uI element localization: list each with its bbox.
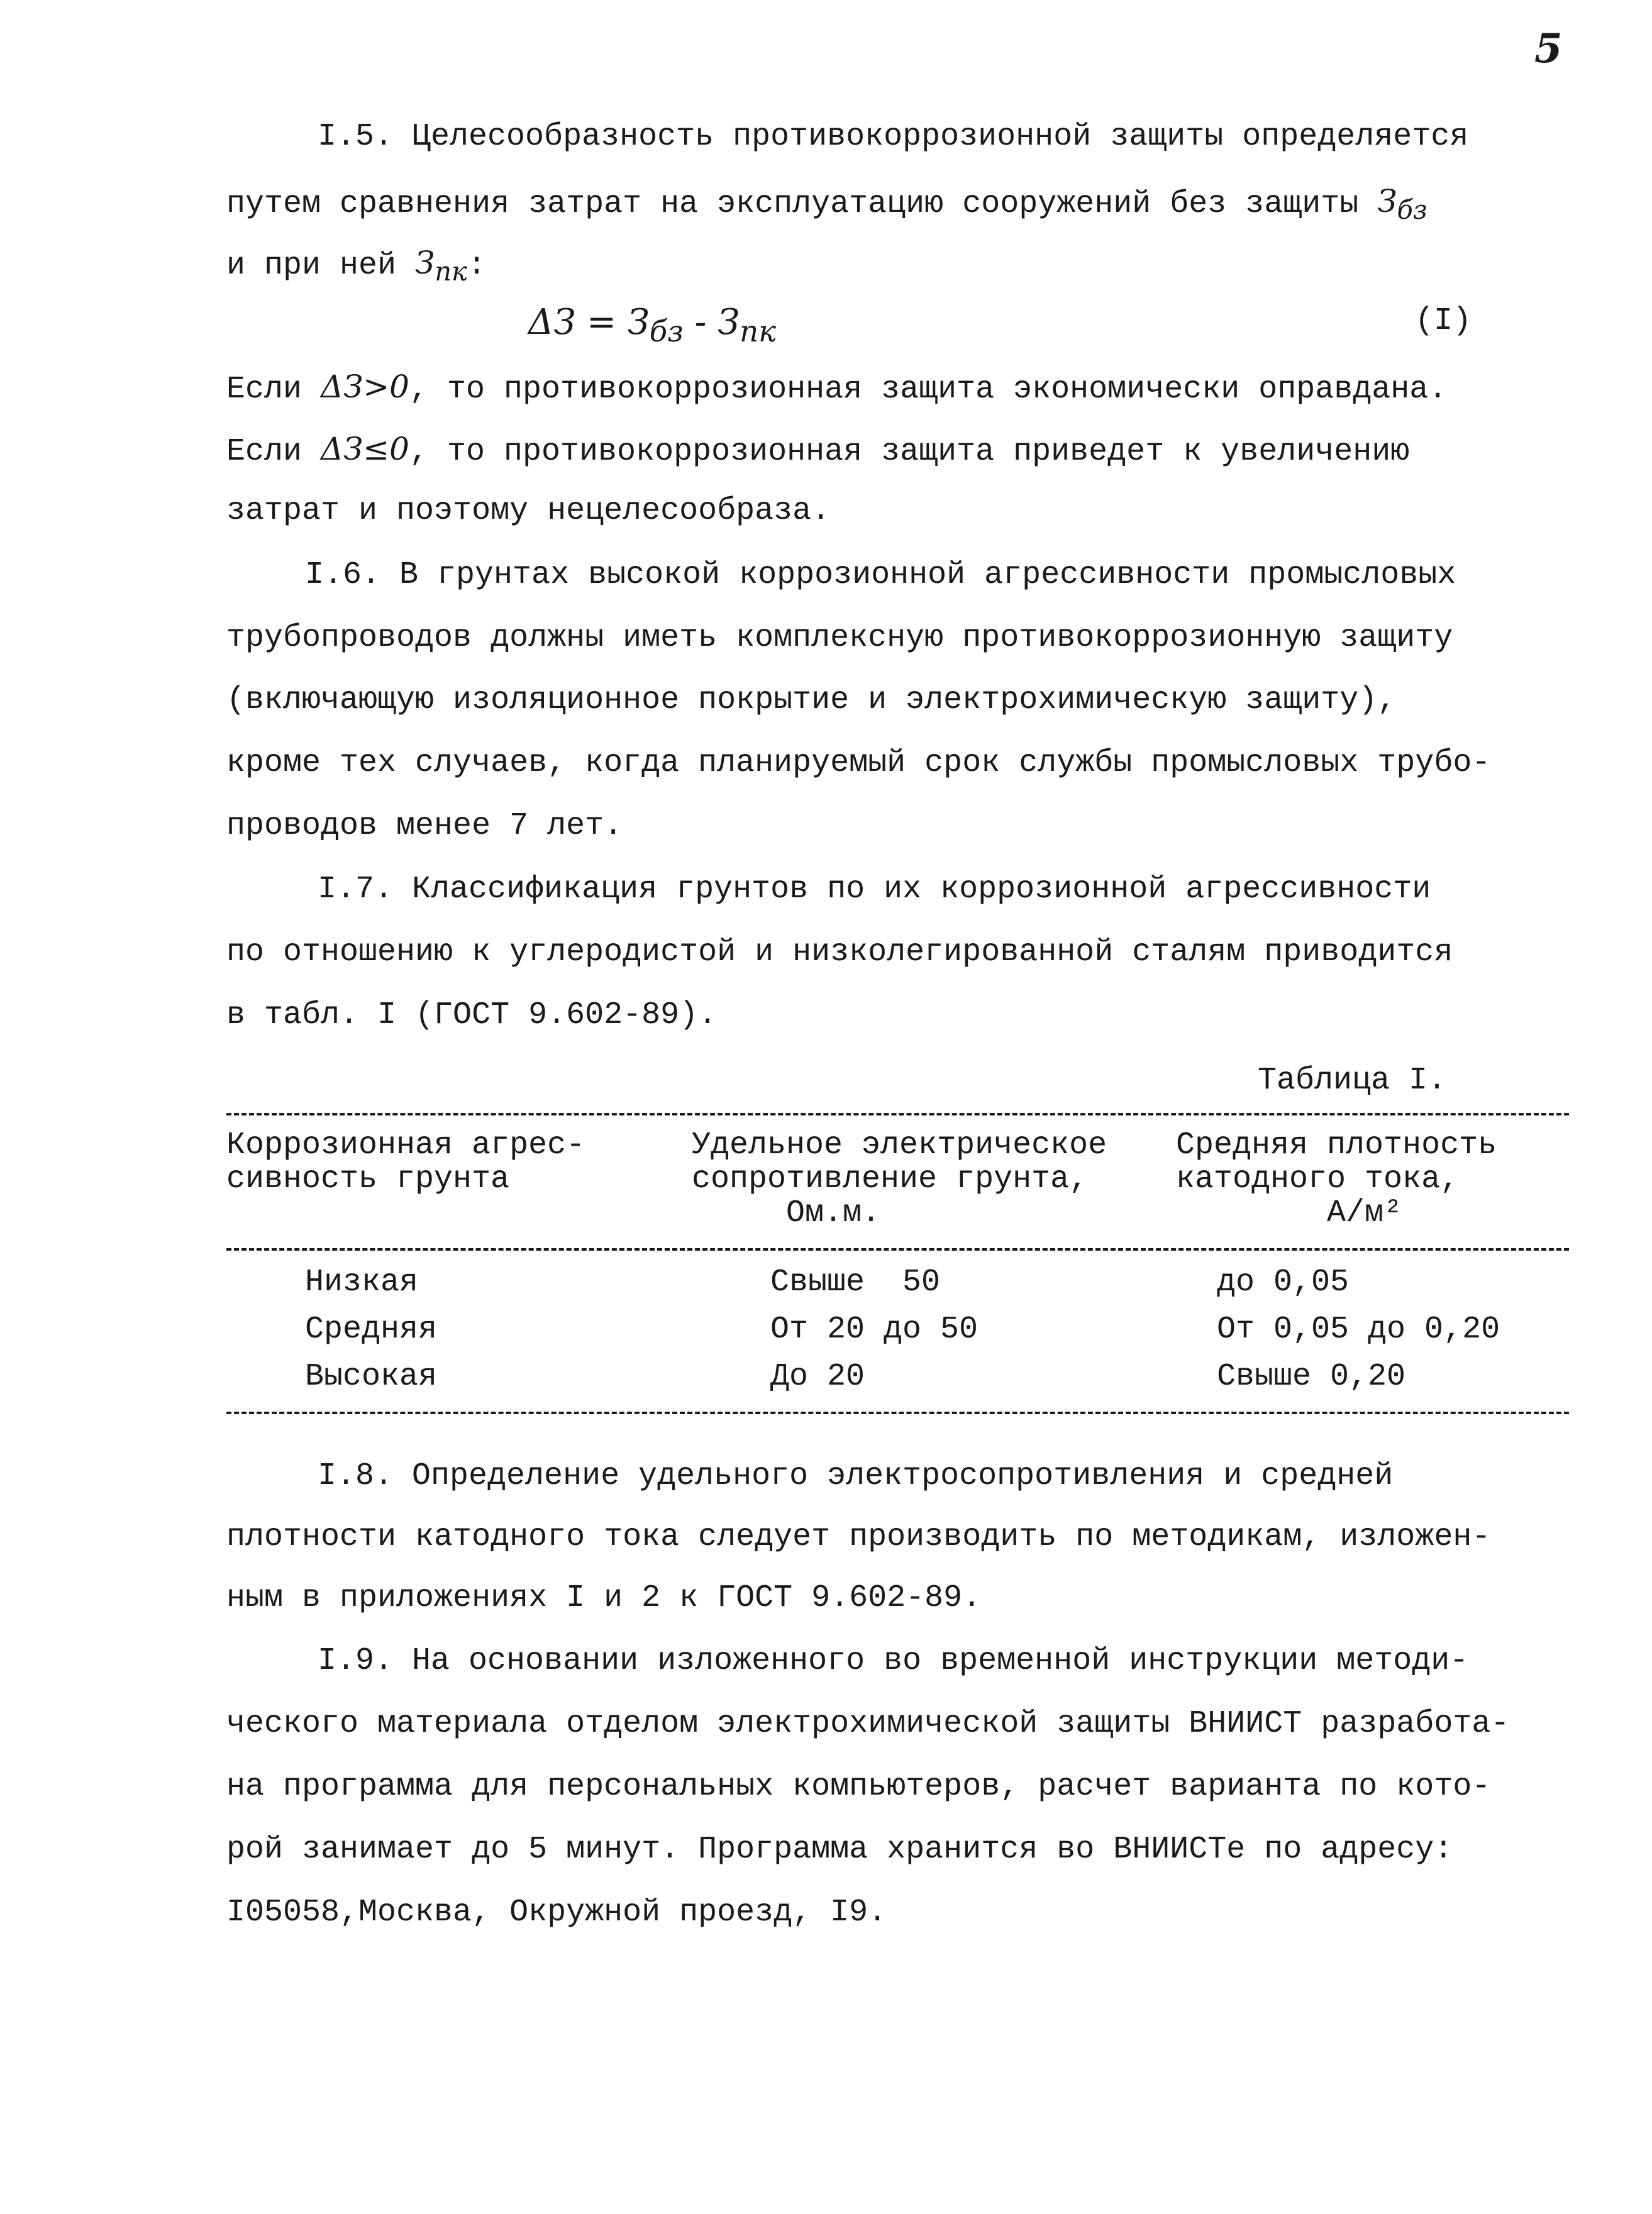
para-1-6-line-4: кроме тех случаев, когда планируемый срок службы промысловых трубо- bbox=[226, 745, 1491, 781]
table-header-current-density: Средняя плотность катодного тока, А/м² bbox=[1176, 1127, 1497, 1231]
para-1-6-line-2: трубопроводов должны иметь комплексную противокоррозионную защиту bbox=[226, 620, 1453, 656]
table-row-2-current-density: От 0,05 до 0,20 bbox=[1217, 1312, 1500, 1348]
table-row-3-current-density: Свыше 0,20 bbox=[1217, 1359, 1406, 1395]
table-row-1-aggressiveness: Низкая bbox=[305, 1265, 419, 1300]
para-1-5-line-1: I.5. Целесообразность противокоррозионной защиты определяется bbox=[318, 119, 1469, 155]
cost-with-protection-symbol: $З_{пк}$ bbox=[415, 245, 467, 287]
para-1-5-line-4: Если ΔЗ>0, то противокоррозионная защита экономически оправдана. bbox=[226, 368, 1448, 407]
table-bottom-rule bbox=[226, 1412, 1569, 1414]
table-row-3-aggressiveness: Высокая bbox=[305, 1359, 438, 1395]
para-1-9-line-5: I05058,Москва, Окружной проезд, I9. bbox=[226, 1895, 887, 1930]
para-1-5-line-3: и при ней $З_{пк}$: bbox=[226, 245, 486, 287]
table-row-2-resistivity: От 20 до 50 bbox=[770, 1312, 978, 1348]
table-row-1-current-density: до 0,05 bbox=[1217, 1265, 1350, 1300]
cost-without-protection-symbol: $З_{бз}$ bbox=[1377, 183, 1427, 225]
para-1-9-line-3: на программа для персональных компьютеров, расчет варианта по кото- bbox=[226, 1769, 1491, 1805]
table-top-rule bbox=[226, 1113, 1569, 1115]
para-1-8-line-3: ным в приложениях I и 2 к ГОСТ 9.602-89. bbox=[226, 1580, 982, 1616]
para-1-6-line-1: I.6. В грунтах высокой коррозионной агрессивности промысловых bbox=[305, 557, 1456, 593]
table-caption: Таблица I. bbox=[1258, 1063, 1447, 1099]
para-1-8-line-1: I.8. Определение удельного электросопротивления и средней bbox=[318, 1458, 1394, 1494]
para-1-6-line-5: проводов менее 7 лет. bbox=[226, 808, 623, 844]
para-1-7-line-2: по отношению к углеродистой и низколегированной сталям приводится bbox=[226, 934, 1453, 970]
table-row-1-resistivity: Свыше 50 bbox=[770, 1265, 941, 1300]
para-1-7-line-3: в табл. I (ГОСТ 9.602-89). bbox=[226, 997, 718, 1033]
para-1-5-line-5: Если ΔЗ≤0, то противокоррозионная защита приведет к увеличению bbox=[226, 431, 1410, 470]
para-1-6-line-3: (включающую изоляционное покрытие и электрохимическую защиту), bbox=[226, 682, 1397, 718]
table-header-resistivity: Удельное электрическое сопротивление грунта, Ом.м. bbox=[692, 1127, 1107, 1231]
para-1-7-line-1: I.7. Классификация грунтов по их коррозионной агрессивности bbox=[318, 872, 1431, 907]
formula-number: (I) bbox=[1415, 303, 1472, 339]
table-header-rule bbox=[226, 1248, 1569, 1251]
table-row-3-resistivity: До 20 bbox=[770, 1359, 865, 1395]
para-1-5-line-2: путем сравнения затрат на эксплуатацию сооружений без защиты $З_{бз}$ bbox=[226, 183, 1427, 225]
table-header-aggressiveness: Коррозионная агрес- сивность грунта bbox=[226, 1127, 585, 1197]
para-1-5-line-6: затрат и поэтому нецелесообраза. bbox=[226, 493, 831, 529]
page-number: 5 bbox=[1534, 25, 1563, 72]
para-1-8-line-2: плотности катодного тока следует производить по методикам, изложен- bbox=[226, 1519, 1491, 1555]
table-row-2-aggressiveness: Средняя bbox=[305, 1312, 438, 1348]
para-1-9-line-1: I.9. На основании изложенного во временной инструкции методи- bbox=[318, 1643, 1469, 1679]
formula-1: $\Delta З = З_{бз} - З_{пк}$ bbox=[528, 302, 777, 350]
para-1-9-line-4: рой занимает до 5 минут. Программа хранится во ВНИИСТе по адресу: bbox=[226, 1832, 1453, 1868]
para-1-9-line-2: ческого материала отделом электрохимической защиты ВНИИСТ разработа- bbox=[226, 1706, 1510, 1742]
